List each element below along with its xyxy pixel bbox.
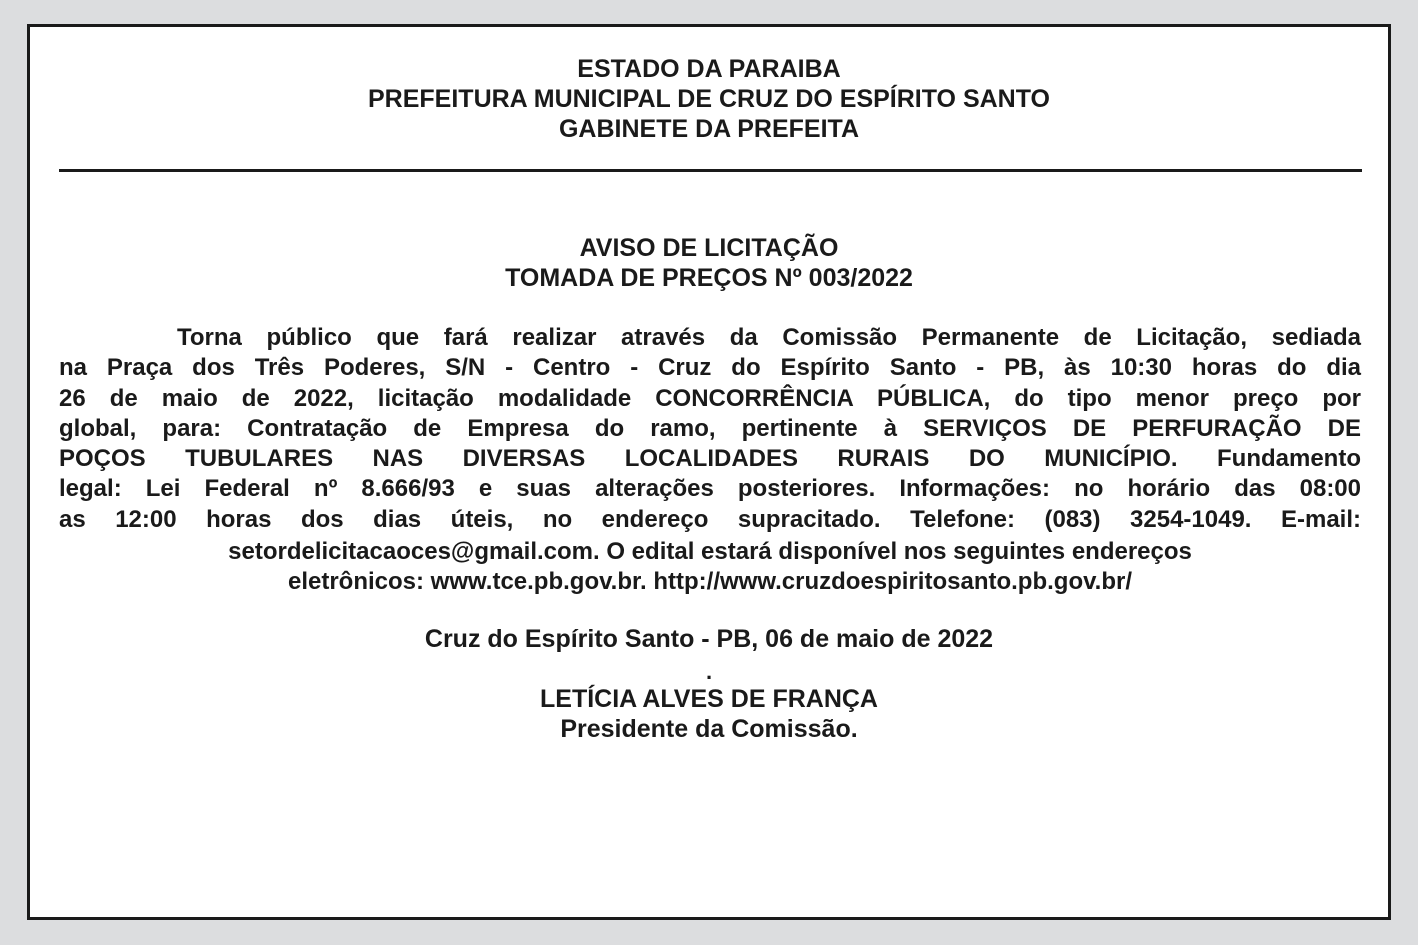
place-date: Cruz do Espírito Santo - PB, 06 de maio de 2022 — [424, 625, 994, 653]
signature-block — [30, 684, 1388, 744]
body-line: legal: Lei Federal nº 8.666/93 e suas alterações posteriores. Informações: no horário das 08:00 — [59, 475, 1361, 503]
header — [30, 54, 1388, 144]
notice-body — [59, 323, 1361, 535]
body-line: global, para: Contratação de Empresa do ramo, pertinente à SERVIÇOS DE PERFURAÇÃO DE — [59, 414, 1361, 442]
notice-title: AVISO DE LICITAÇÃO — [579, 234, 839, 262]
header-office: GABINETE DA PREFEITA — [558, 115, 859, 143]
notice-frame — [27, 24, 1391, 920]
header-state: ESTADO DA PARAIBA — [577, 55, 841, 83]
notice-title-block — [30, 233, 1388, 293]
signer-role: Presidente da Comissão. — [560, 715, 858, 743]
body-line: setordelicitacaoces@gmail.com. O edital estará disponível nos seguintes endereços — [228, 538, 1192, 565]
separator-dot: . — [705, 659, 713, 684]
body-line: na Praça dos Três Poderes, S/N - Centro - Cruz do Espírito Santo - PB, às 10:30 horas do dia — [59, 354, 1361, 382]
body-line: eletrônicos: www.tce.pb.gov.br. http://www.cruzdoespiritosanto.pb.gov.br/ — [287, 568, 1133, 596]
body-line: as 12:00 horas dos dias úteis, no endereço supracitado. Telefone: (083) 3254-1049. E-mail: — [59, 505, 1361, 533]
header-divider — [59, 169, 1362, 172]
header-municipality: PREFEITURA MUNICIPAL DE CRUZ DO ESPÍRITO SANTO — [368, 85, 1050, 113]
notice-body-contacts — [59, 537, 1361, 598]
body-line: 26 de maio de 2022, licitação modalidade CONCORRÊNCIA PÚBLICA, do tipo menor preço por — [59, 384, 1361, 412]
body-line: Torna público que fará realizar através da Comissão Permanente de Licitação, sediada — [177, 324, 1361, 351]
body-line: POÇOS TUBULARES NAS DIVERSAS LOCALIDADES RURAIS DO MUNICÍPIO. Fundamento — [59, 445, 1361, 473]
notice-subtitle: TOMADA DE PREÇOS Nº 003/2022 — [505, 264, 913, 292]
signer-name: LETÍCIA ALVES DE FRANÇA — [540, 685, 878, 713]
